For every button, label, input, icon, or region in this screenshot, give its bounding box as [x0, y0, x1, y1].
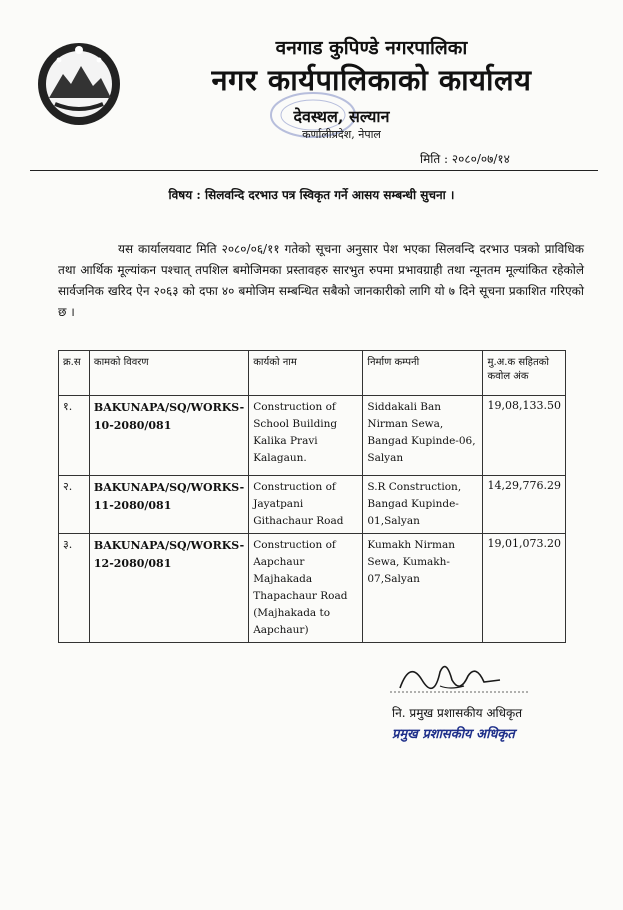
notice-body — [58, 239, 584, 323]
table-row — [59, 396, 566, 476]
table-row — [59, 476, 566, 534]
office-location: देवस्थल, सल्यान — [293, 107, 390, 126]
row-code: BAKUNAPA/SQ/WORKS-12-2080/081 — [89, 534, 248, 643]
office-province: कर्णालीप्रदेश, नेपाल — [302, 128, 381, 141]
row-code: BAKUNAPA/SQ/WORKS-11-2080/081 — [89, 476, 248, 534]
row-amount: 19,08,133.50 — [483, 396, 566, 476]
municipality-name: वनगाड कुपिण्डे नगरपालिका — [275, 37, 468, 59]
header-divider — [30, 170, 598, 171]
row-code: BAKUNAPA/SQ/WORKS-10-2080/081 — [89, 396, 248, 476]
row-work-name: Construction of Aapchaur Majhakada Thapachaur Road (Majhakada to Aapchaur) — [249, 534, 363, 643]
bid-results-table — [58, 350, 566, 643]
col-header-code: कामको विवरण — [89, 351, 248, 396]
row-amount: 19,01,073.20 — [483, 534, 566, 643]
col-header-name: कार्यको नाम — [249, 351, 363, 396]
office-name: नगर कार्यपालिकाको कार्यालय — [211, 63, 532, 97]
col-header-amount: मु.अ.क सहितको कवोल अंक — [483, 351, 566, 396]
body-paragraph: यस कार्यालयवाट मिति २०८०/०६/११ गतेको सूचना अनुसार पेश भएका सिलवन्दि दरभाउ पत्रको प्राविधिक तथा आर्थिक मूल्यांकन पश्चात् तपशिल बमोजिमका प्रस्तावहरु सारभुत रुपमा प्रभावग्राही तथा न्यूनतम मूल्यांकित रहेकोले सार्वजनिक खरिद ऐन २०६३ को दफा ४० बमोजिम सम्बन्धित सबैको जानकारीको लागि यो ७ दिने सूचना प्रकाशित गरिएको छ । — [58, 242, 584, 319]
row-work-name: Construction of Jayatpani Githachaur Road — [249, 476, 363, 534]
row-sn: २. — [59, 476, 90, 534]
row-company: Siddakali Ban Nirman Sewa, Bangad Kupinde-06, Salyan — [363, 396, 483, 476]
table-row — [59, 534, 566, 643]
designation-stamp: प्रमुख प्रशासकीय अधिकृत — [392, 727, 515, 742]
row-amount: 14,29,776.29 — [483, 476, 566, 534]
row-work-name: Construction of School Building Kalika Pravi Kalagaun. — [249, 396, 363, 476]
signatory-designation: नि. प्रमुख प्रशासकीय अधिकृत — [392, 706, 523, 720]
table-header-row — [59, 351, 566, 396]
col-header-company: निर्माण कम्पनी — [363, 351, 483, 396]
col-header-sn: क्र.स — [59, 351, 90, 396]
notice-subject: विषय : सिलवन्दि दरभाउ पत्र स्विकृत गर्ने आसय सम्बन्धी सुचना । — [168, 188, 455, 202]
row-sn: ३. — [59, 534, 90, 643]
handwritten-signature — [380, 650, 540, 700]
row-company: Kumakh Nirman Sewa, Kumakh-07,Salyan — [363, 534, 483, 643]
row-sn: १. — [59, 396, 90, 476]
notice-date: मिति : २०८०/०७/१४ — [420, 152, 510, 166]
row-company: S.R Construction, Bangad Kupinde-01,Salyan — [363, 476, 483, 534]
